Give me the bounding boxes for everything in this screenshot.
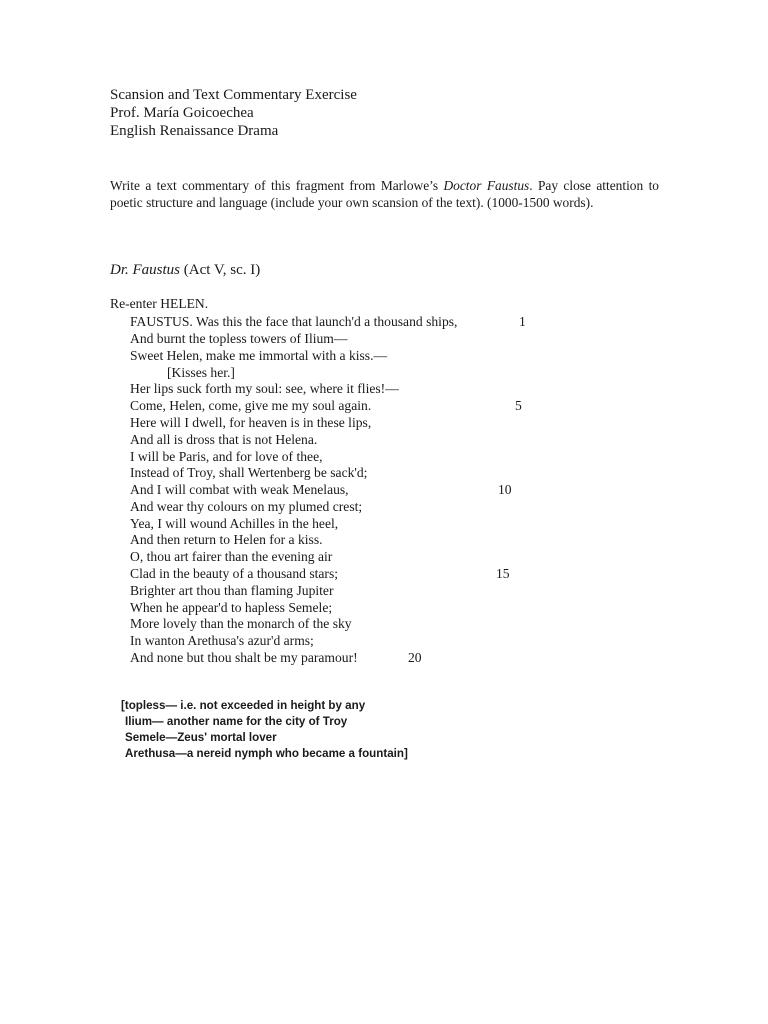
poem-line: Brighter art thou than flaming Jupiter (130, 583, 334, 598)
poem-line: Her lips suck forth my soul: see, where it flies!— (130, 381, 399, 396)
poem-line: Here will I dwell, for heaven is in these lips, (130, 415, 372, 430)
poem-line: O, thou art fairer than the evening air (130, 549, 333, 564)
poem-line: More lovely than the monarch of the sky (130, 616, 352, 631)
poem-line: I will be Paris, and for love of thee, (130, 449, 323, 464)
note-arethusa: Arethusa—a nereid nymph who became a fountain] (125, 747, 408, 760)
line-number: 10 (498, 482, 512, 497)
line-number: 15 (496, 566, 510, 581)
excerpt-work-title: Dr. Faustus (110, 262, 181, 278)
stage-direction: Re-enter HELEN. (110, 296, 209, 311)
excerpt-title (110, 261, 260, 279)
poem-line: And none but thou shalt be my paramour! (130, 650, 358, 665)
note-topless: [topless— i.e. not exceeded in height by any (121, 699, 366, 712)
course-name: English Renaissance Drama (110, 123, 279, 139)
note-ilium: Ilium— another name for the city of Troy (125, 715, 348, 728)
poem-line: Instead of Troy, shall Wertenberg be sack'd; (130, 465, 368, 480)
poem-line: Clad in the beauty of a thousand stars; (130, 566, 339, 581)
poem-line: Come, Helen, come, give me my soul again. (130, 398, 372, 413)
poem-line: And then return to Helen for a kiss. (130, 532, 323, 547)
poem-line: And I will combat with weak Menelaus, (130, 482, 349, 497)
line-number: 5 (515, 398, 522, 413)
poem-line: And wear thy colours on my plumed crest; (130, 499, 363, 514)
exercise-title: Scansion and Text Commentary Exercise (110, 87, 357, 103)
instructions-text-start: Write a text commentary of this fragment from Marlowe’s (110, 178, 444, 193)
stage-direction-inline: [Kisses her.] (167, 365, 235, 380)
poem-line: And all is dross that is not Helena. (130, 432, 318, 447)
poem-line: Sweet Helen, make me immortal with a kiss.— (130, 348, 388, 363)
note-semele: Semele—Zeus' mortal lover (125, 731, 277, 744)
professor-name: Prof. María Goicoechea (110, 105, 254, 121)
line-number: 1 (519, 314, 526, 329)
excerpt-reference: (Act V, sc. I) (180, 262, 261, 278)
poem-line: When he appear'd to hapless Semele; (130, 600, 333, 615)
poem-line: And burnt the topless towers of Ilium— (130, 331, 348, 346)
poem-line: In wanton Arethusa's azur'd arms; (130, 633, 314, 648)
instructions-paragraph (110, 177, 659, 211)
instructions-text-end: . Pay close attention to poetic structure and language (include your own scansion of the text). (1000-1500 words). (110, 178, 659, 210)
poem-line: Yea, I will wound Achilles in the heel, (130, 516, 339, 531)
poem-line: FAUSTUS. Was this the face that launch'd a thousand ships, (130, 314, 458, 329)
instructions-work-title: Doctor Faustus (443, 178, 530, 193)
glossary-notes (121, 698, 408, 762)
document-header (110, 86, 357, 140)
line-number: 20 (408, 650, 422, 665)
